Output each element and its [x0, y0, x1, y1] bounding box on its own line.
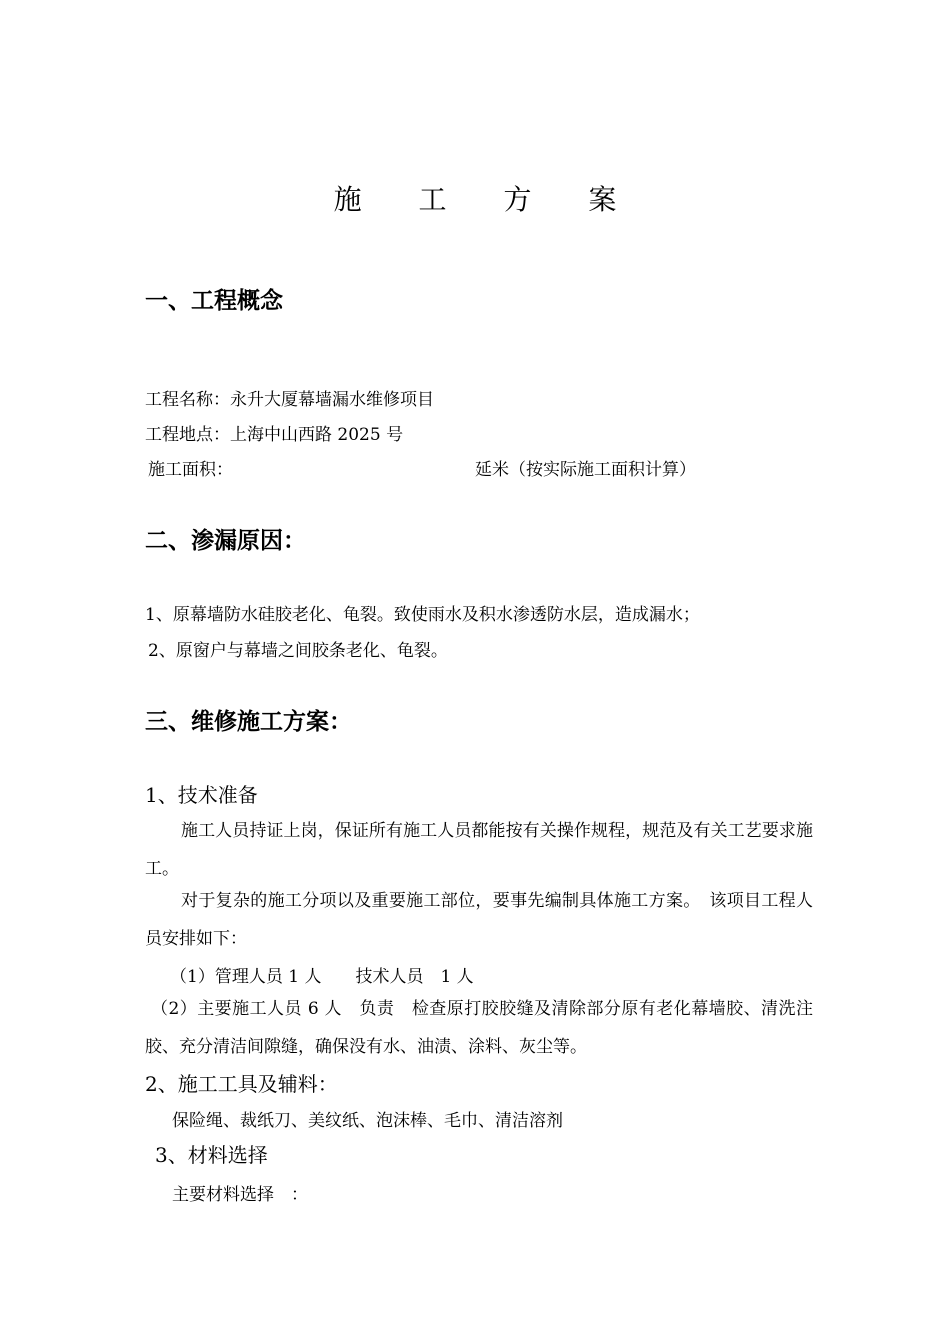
subheading-technical-preparation: 1、技术准备 — [145, 783, 258, 807]
area-unit: 延米（按实际施工面积计算） — [475, 460, 696, 480]
materials-line: 主要材料选择 ： — [172, 1185, 308, 1205]
leak-cause-2: 2、原窗户与幕墙之间胶条老化、龟裂。 — [148, 641, 448, 661]
project-location: 工程地点：上海中山西路 2025 号 — [145, 425, 404, 445]
section-heading-overview: 一、工程概念 — [145, 288, 283, 314]
area-label: 施工面积： — [148, 460, 233, 480]
section-heading-leak-causes: 二、渗漏原因： — [145, 528, 306, 554]
staff-line-1: （1）管理人员 1 人 技术人员 1 人 — [170, 967, 474, 987]
document-title: 施 工 方 案 — [333, 183, 641, 216]
leak-cause-1: 1、原幕墙防水硅胶老化、龟裂。致使雨水及积水渗透防水层，造成漏水； — [145, 605, 700, 625]
tools-list: 保险绳、裁纸刀、美纹纸、泡沫棒、毛巾、清洁溶剂 — [172, 1111, 563, 1131]
project-name: 工程名称：永升大厦幕墙漏水维修项目 — [145, 390, 434, 410]
subheading-materials: 3、材料选择 — [155, 1143, 268, 1167]
subheading-tools: 2、施工工具及辅料： — [145, 1072, 338, 1096]
paragraph-complex-items: 对于复杂的施工分项以及重要施工部位，要事先编制具体施工方案。 该项目工程人员安排如下： — [145, 891, 813, 949]
paragraph-staff-certification: 施工人员持证上岗，保证所有施工人员都能按有关操作规程，规范及有关工艺要求施工。 — [145, 821, 813, 879]
section-heading-repair-plan: 三、维修施工方案： — [145, 709, 352, 735]
staff-line-2: （2）主要施工人员 6 人 负责 检查原打胶胶缝及清除部分原有老化幕墙胶、清洗注胶、充分清洁间隙缝，确保没有水、油渍、涂料、灰尘等。 — [145, 999, 813, 1057]
